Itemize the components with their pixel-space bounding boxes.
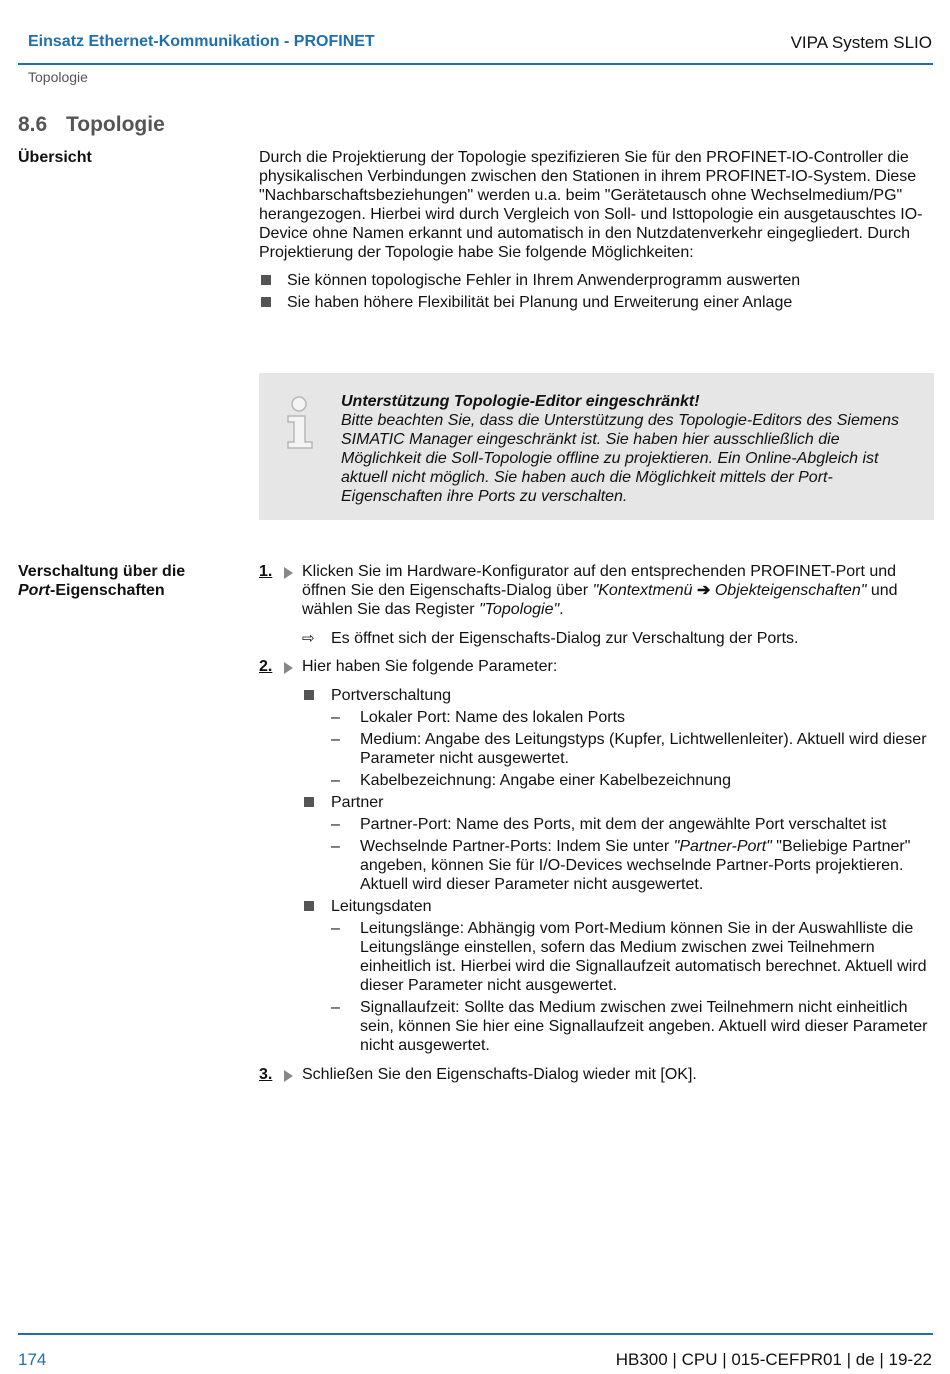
step-arrow-icon [284,662,293,674]
param-item [331,919,934,995]
square-bullet-icon [261,275,271,285]
param-item-emph: "Partner-Port" [673,838,772,855]
wiring-label-rest: -Eigenschaften [50,582,165,599]
step-1 [259,562,934,648]
param-item-text: Partner-Port: Name des Ports, mit dem der angewählte Port verschaltet ist [360,816,887,833]
param-item [331,815,934,834]
param-item-text: Medium: Angabe des Leitungstyps (Kupfer, Lichtwellenleiter). Aktuell wird dieser Parameter nicht ausgewertet. [360,731,927,767]
step-3 [259,1065,934,1084]
dash-marker: – [331,772,340,789]
param-item-text: Wechselnde Partner-Ports: Indem Sie unter [360,838,674,855]
overview-label: Übersicht [18,149,92,166]
param-item [331,998,934,1055]
param-group [302,897,934,916]
param-item [331,837,934,894]
overview-body [259,148,934,315]
wiring-label [18,562,243,600]
wiring-label-line2 [18,581,243,600]
param-item-text: Kabelbezeichnung: Angabe einer Kabelbezeichnung [360,772,731,789]
param-item-text: Signallaufzeit: Sollte das Medium zwischen zwei Teilnehmern nicht einheitlich sein, können Sie hier eine Signallaufzeit angeben. Aktuell wird dieser Parameter nicht ausgewertet. [360,999,928,1054]
section-heading [18,113,165,137]
step-text-part: Klicken Sie im Hardware-Konfigurator auf den entsprechenden PROFINET-Port und öffnen Sie den Eigenschafts-Dialog über [302,563,897,599]
square-bullet-icon [304,797,314,807]
wiring-steps [259,562,934,1093]
wiring-label-line1: Verschaltung über die [18,563,186,580]
square-bullet-icon [304,690,314,700]
chapter-title: Einsatz Ethernet-Kommunikation - PROFINET [28,33,375,50]
step-arrow-icon [284,567,293,579]
step-text: Schließen Sie den Eigenschafts-Dialog wieder mit [OK]. [302,1066,697,1083]
param-item [331,771,934,790]
note-title: Unterstützung Topologie-Editor eingeschränkt! [341,393,700,410]
result-arrow-icon: ⇨ [302,630,315,647]
document-id: HB300 | CPU | 015-CEFPR01 | de | 19-22 [615,1350,932,1369]
footer-divider [18,1333,933,1335]
dash-marker: – [331,838,340,855]
step-number: 3. [259,1066,273,1083]
param-item-text: Lokaler Port: Name des lokalen Ports [360,709,626,726]
info-icon [283,395,317,456]
square-bullet-icon [261,297,271,307]
param-item [331,730,934,768]
step-result [302,629,934,648]
param-group-title: Partner [331,794,384,811]
step-2 [259,657,934,1055]
product-name: VIPA System SLIO [790,33,932,52]
menu-arrow-icon: ➔ [696,582,711,599]
section-title: Topologie [66,113,165,136]
step-text-part: und wählen Sie das Register [302,582,898,618]
step-number: 1. [259,563,273,580]
list-item [259,293,934,312]
param-item-text: "Beliebige Partner" angeben, können Sie für I/O-Devices wechselnde Partner-Ports projektieren. Aktuell wird dieser Parameter nicht ausgewertet. [360,838,911,893]
result-text: Es öffnet sich der Eigenschafts-Dialog zur Verschaltung der Ports. [331,630,799,647]
param-group-title: Leitungsdaten [331,898,432,915]
step-arrow-icon [284,1070,293,1082]
dash-marker: – [331,709,340,726]
param-item [331,708,934,727]
menu-path-end: Objekteigenschaften" [714,582,867,599]
list-item-text: Sie können topologische Fehler in Ihrem Anwenderprogramm auswerten [287,272,801,289]
param-item-text: Leitungslänge: Abhängig vom Port-Medium können Sie in der Auswahlliste die Leitungslänge einstellen, sofern das Medium zwischen zwei Teilnehmern einheitlich ist. Hierbei wird die Signallaufzeit automatisch berechnet. Aktuell wird dieser Parameter nicht ausgewertet. [360,920,927,994]
param-group-title: Portverschaltung [331,687,452,704]
dash-marker: – [331,731,340,748]
param-group [302,793,934,812]
square-bullet-icon [304,901,314,911]
step-text: Hier haben Sie folgende Parameter: [302,658,558,675]
menu-path-start: "Kontextmenü [592,582,693,599]
wiring-label-port: Port [18,582,50,599]
breadcrumb: Topologie [28,69,88,85]
dash-marker: – [331,816,340,833]
overview-paragraph: Durch die Projektierung der Topologie spezifizieren Sie für den PROFINET-IO-Controller die physikalischen Verbindungen zwischen den Stationen in ihrem PROFINET-IO-System. Diese "Nachbarschaftsbeziehungen" werden u.a. beim "Gerätetausch ohne Wechselmedium/PG" herangezogen. Hierbei wird durch Vergleich von Soll- und Isttopologie ein ausgetauschtes IO-Device ohne Namen erkannt und automatisch in den Nutzdatenverkehr eingegliedert. Durch Projektierung der Topologie habe Sie folgende Möglichkeiten: [259,149,923,261]
register-name: "Topologie" [478,601,560,618]
header-divider [18,63,933,65]
list-item-text: Sie haben höhere Flexibilität bei Planung und Erweiterung einer Anlage [287,294,793,311]
info-note [259,373,934,520]
step-text [302,562,934,619]
param-group [302,686,934,705]
note-body: Bitte beachten Sie, dass die Unterstützung des Topologie-Editors des Siemens SIMATIC Manager eingeschränkt ist. Sie haben hier ausschließlich die Möglichkeit die Soll-Topologie offline zu projektieren. Ein Online-Abgleich ist aktuell nicht möglich. Sie haben auch die Möglichkeit mittels der Port-Eigenschaften ihre Ports zu verschalten. [341,412,899,505]
dash-marker: – [331,920,340,937]
page-number: 174 [18,1350,47,1369]
list-item [259,271,934,290]
step-text-part: . [559,601,564,618]
step-number: 2. [259,658,273,675]
section-number: 8.6 [18,113,48,136]
dash-marker: – [331,999,340,1016]
